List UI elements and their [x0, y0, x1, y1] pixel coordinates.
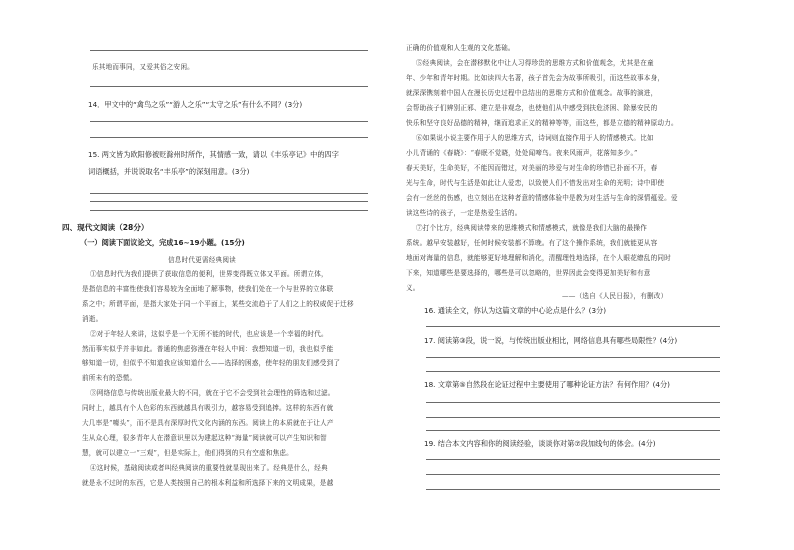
article-line: 大几率是“噱头”，而不是具有深厚时代文化内涵的东西。阅读上的本质就在于让人产 [82, 419, 334, 427]
q13-answer-tail: 乐其地而事同，又爱其俗之安闲。 [92, 63, 194, 71]
article-line: 快乐和坚守良好品德的精神，继而追求正义的精神等等，而这些，都是立德的精神原动力。 [406, 119, 678, 127]
answer-line[interactable] [90, 137, 368, 138]
answer-line[interactable] [426, 326, 720, 327]
article-line: ⑥如果说小说主要作用于人的思维方式，诗词则直接作用于人的情感模式。比如 [416, 134, 654, 142]
article-line: 前所未有的恐慌。 [82, 374, 137, 382]
part-heading: （一）阅读下面议论文，完成16~19小题。(15分) [80, 238, 245, 247]
article-line: 春天美好，生命美好，不能因而错过，对美丽的珍爱与对生命的珍惜已扑面不开，春 [406, 164, 658, 172]
question-15-line2: 词语概括，并说说取名“丰乐亭”的深刻用意。(3分) [88, 167, 250, 176]
answer-line[interactable] [426, 417, 720, 418]
article-line: 地面对海量的信息，就能够更好地理解和消化，清醒理性地选择，在个人眼花缭乱的同时 [406, 254, 671, 262]
answer-line[interactable] [90, 210, 368, 211]
article-line: 系统。越早安装越好，任何时候安装都不算晚。有了这个操作系统，我们就能更从容 [406, 239, 658, 247]
answer-line[interactable] [426, 430, 720, 431]
answer-line[interactable] [90, 193, 368, 194]
article-line: 系之中；所谓平面，是指大家处于同一个平面上，某些交流趋于了人们之上的权威促于迁移 [82, 300, 354, 308]
article-line: 正确的价值观和人生观的文化基础。 [406, 44, 515, 52]
article-line: ①信息时代为我们提供了获取信息的便利，世界变得既立体又平面。所谓立体， [90, 270, 328, 278]
article-line: 义。 [406, 284, 420, 292]
answer-line[interactable] [426, 402, 720, 403]
answer-line[interactable] [90, 201, 368, 202]
article-line: 消逝。 [82, 315, 103, 323]
article-line: ③网络信息与传统出版业最大的不同，就在于它不会受到社会理性的筛选和过滤。 [90, 389, 335, 397]
answer-line [90, 86, 368, 87]
article-line: ④这时候，基础阅读或者叫经典阅读的重要性就显现出来了。经典是什么，经典 [90, 464, 328, 472]
question-18: 18. 文章第⑤自然段在论证过程中主要使用了哪种论证方法？有何作用？(4分) [424, 380, 670, 389]
article-line: ②对于年轻人来讲，这似乎是一个无所不能的时代，也应该是一个幸福的时代。 [90, 330, 328, 338]
article-line: ⑤经典阅读，会在潜移默化中让人习得珍贵的思维方式和价值观念，尤其是在童 [416, 59, 654, 67]
answer-line[interactable] [426, 474, 720, 475]
article-line: 年、少年和青年时期。比如读四大名著，孩子首先会为故事所吸引，而这些故事本身， [406, 74, 665, 82]
answer-line[interactable] [90, 121, 368, 122]
article-line: ⑦打个比方，经典阅读带来的思维模式和情感模式，就像是我们大脑的最操作 [416, 224, 647, 232]
section-heading: 四、现代文阅读（28分） [62, 223, 149, 232]
article-line: 慧，就可以建立一“三观”，但是实际上，他们得到的只有空虚和焦虑。 [82, 449, 293, 457]
article-line: 然而事实似乎并非如此。普通的焦虑弥漫在年轻人中间：我想知道一切，我也似乎能 [82, 345, 334, 353]
article-line: 光与生命，时代与生活是如此让人爱恋，以致使人们不惜发出对生命的光明；诗中即使 [406, 179, 665, 187]
article-line: 会帮助孩子们辨别正邪、建立是非观念，也使他们从中感受到扶危济困、除暴安民的 [406, 104, 658, 112]
article-line: 小儿背诵的《春晓》：“春眠不觉晓，处处闻啼鸟。夜来风雨声，花落知多少。” [406, 149, 638, 157]
article-line: 够知道一切，但似乎不知道我应该知道什么——选择的困惑，使年轻的朋友们感受到了 [82, 359, 341, 367]
article-line: 就是永不过时的东西，它是人类按照自己的根本利益和所选择下来的文明成果，是越 [82, 479, 334, 487]
answer-line[interactable] [426, 489, 720, 490]
question-15-line1: 15. 两文皆为欧阳修被贬滁州时所作，其情感一致，请以《丰乐亭记》中的四字 [88, 150, 339, 159]
article-line: 会有一丝丝的伤感，也立刻出在这种者意的情感体验中是教为对生活与生命的深情蕴爱。爱 [406, 194, 678, 202]
article-line: 是指信息的丰富性使我们容易较为全面地了解事物，使我们处在一个与世界的立体联 [82, 285, 334, 293]
answer-line[interactable] [426, 357, 720, 358]
answer-line [90, 50, 368, 51]
question-14: 14．甲文中的“禽鸟之乐”“游人之乐”“太守之乐”有什么不同？(3分) [88, 100, 303, 109]
article-line: 读这些诗的孩子，一定是热爱生活的。 [406, 209, 522, 217]
answer-line[interactable] [426, 371, 720, 372]
question-19: 19. 结合本文内容和你的阅读经验，谈谈你对第⑦段加线句的体会。(4分) [424, 439, 656, 448]
answer-line[interactable] [426, 459, 720, 460]
article-line: 生从众心理，很多青年人在潜意识里以为建起这种“海量”阅读就可以产生知识和智 [82, 434, 327, 442]
question-16: 16. 通读全文，你认为这篇文章的中心论点是什么？(3分) [424, 306, 607, 315]
article-line: 下来，知道哪些是要选择的，哪些是可以忽略的，世界因此会变得更加美好和有意 [406, 269, 651, 277]
article-source: ——（选自《人民日报》，有删改） [562, 292, 668, 300]
article-line: 同时上，越具有个人色彩的东西就越具有吸引力，越容易受到追捧。这样的东西有就 [82, 404, 334, 412]
article-line: 就深深镌刻着中国人在漫长历史过程中总结出的思维方式和价值观念。故事的演进， [406, 89, 658, 97]
question-17: 17. 阅读第③段，说一说，与传统出版业相比，网络信息具有哪些局限性？(4分) [424, 336, 678, 345]
article-title: 信息时代更需经典阅读 [168, 256, 236, 264]
